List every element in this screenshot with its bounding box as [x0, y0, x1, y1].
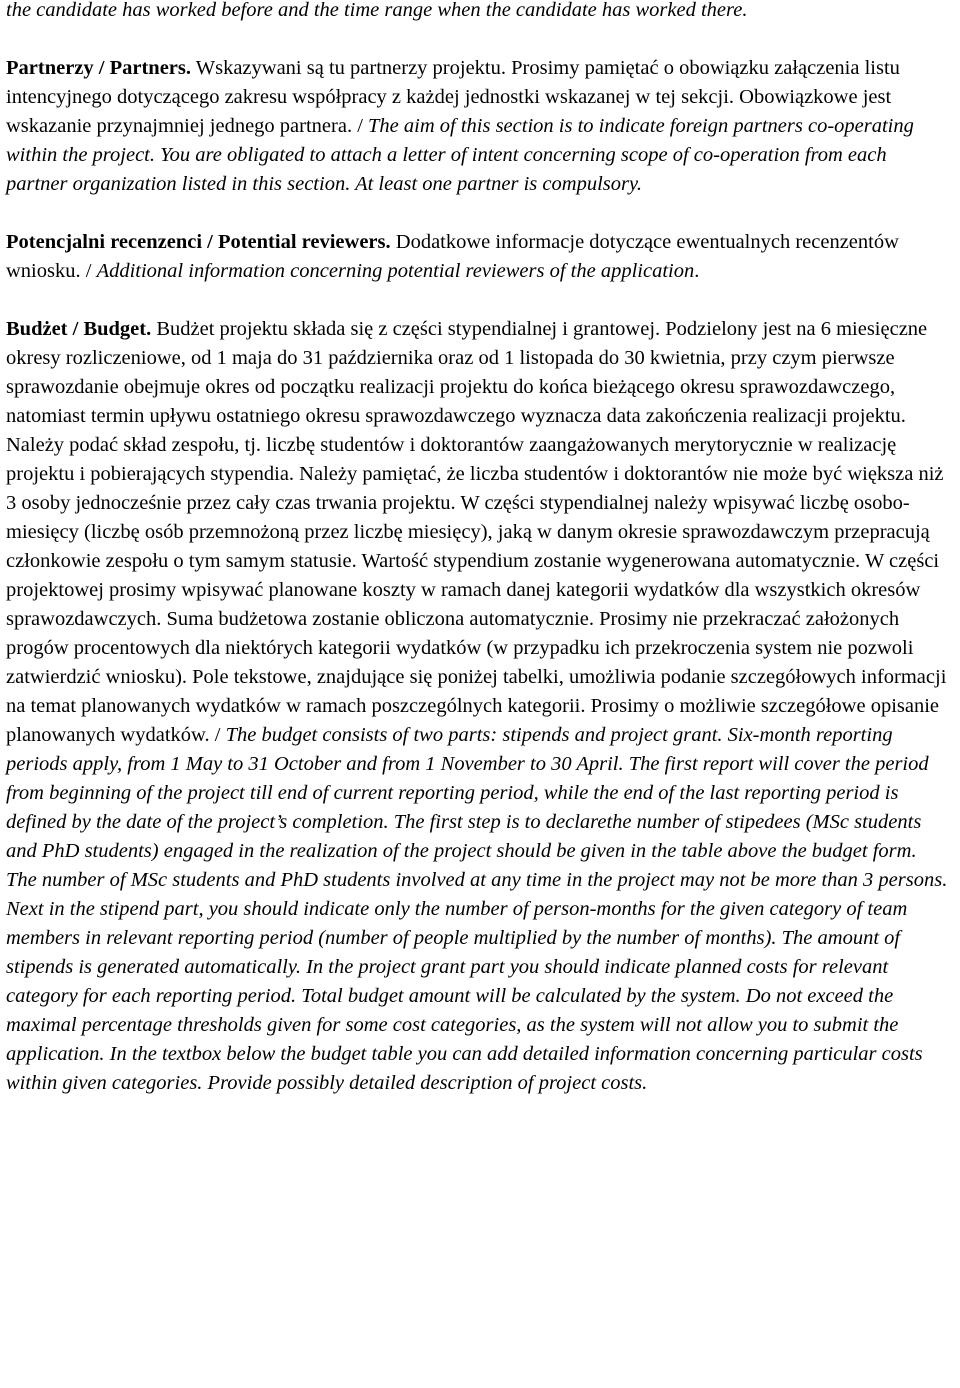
- partners-section: [6, 54, 950, 199]
- budget-heading: Budżet / Budget.: [6, 318, 152, 340]
- intro-paragraph: the candidate has worked before and the time range when the candidate has worked there.: [6, 0, 748, 21]
- reviewers-text-pl: Dodatkowe informacje dotyczące ewentualnych recenzentów wniosku. /: [6, 231, 899, 282]
- reviewers-tail: .: [694, 260, 700, 282]
- reviewers-text-en: Additional information concerning potential reviewers of the application: [96, 260, 695, 282]
- reviewers-heading: Potencjalni recenzenci / Potential reviewers.: [6, 231, 391, 253]
- budget-text-pl: Budżet projektu składa się z części stypendialnej i grantowej. Podzielony jest na 6 miesięczne okresy rozliczeniowe, od 1 maja do 31 października oraz od 1 listopada do 30 kwietnia, przy czym pierwsze sprawozdanie obejmuje okres od początku realizacji projektu do końca bieżącego okresu sprawozdawczego, natomiast termin upływu ostatniego okresu sprawozdawczego wyznacza data zakończenia realizacji projektu. Należy podać skład zespołu, tj. liczbę studentów i doktorantów zaangażowanych merytorycznie w realizację projektu i pobierających stypendia. Należy pamiętać, że liczba studentów i doktorantów nie może być większa niż 3 osoby jednocześnie przez cały czas trwania projektu. W części stypendialnej należy wpisywać liczbę osobo-miesięcy (liczbę osób przemnożoną przez liczbę miesięcy), jaką w danym okresie sprawozdawczym przepracują członkowie zespołu o tym samym statusie. Wartość stypendium zostanie wygenerowana automatycznie. W części projektowej prosimy wpisywać planowane koszty w ramach danej kategorii wydatków dla wszystkich okresów sprawozdawczych. Suma budżetowa zostanie obliczona automatycznie. Prosimy nie przekraczać założonych progów procentowych dla niektórych kategorii wydatków (w przypadku ich przekroczenia system nie pozwoli zatwierdzić wniosku). Pole tekstowe, znajdujące się poniżej tabelki, umożliwia podanie szczegółowych informacji na temat planowanych wydatków w ramach poszczególnych kategorii. Prosimy o możliwie szczegółowe opisanie planowanych wydatków. /: [6, 318, 947, 746]
- budget-section: [6, 315, 950, 1098]
- partners-heading: Partnerzy / Partners.: [6, 57, 191, 79]
- reviewers-section: [6, 228, 950, 286]
- budget-text-en: The budget consists of two parts: stipends and project grant. Six-month reporting periods apply, from 1 May to 31 October and from 1 November to 30 April. The first report will cover the period from beginning of the project till end of current reporting period, while the end of the last reporting period is defined by the date of the project’s completion. The first step is to declarethe number of stipedees (MSc students and PhD students) engaged in the realization of the project should be given in the table above the budget form. The number of MSc students and PhD students involved at any time in the project may not be more than 3 persons. Next in the stipend part, you should indicate only the number of person-months for the given category of team members in relevant reporting period (number of people multiplied by the number of months). The amount of stipends is generated automatically. In the project grant part you should indicate planned costs for relevant category for each reporting period. Total budget amount will be calculated by the system. Do not exceed the maximal percentage thresholds given for some cost categories, as the system will not allow you to submit the application. In the textbox below the budget table you can add detailed information concerning particular costs within given categories. Provide possibly detailed description of project costs.: [6, 724, 948, 1094]
- partners-text-en: The aim of this section is to indicate foreign partners co-operating within the project. You are obligated to attach a letter of intent concerning scope of co-operation from each partner organization listed in this section. At least one partner is compulsory.: [6, 115, 914, 195]
- partners-text-pl: Wskazywani są tu partnerzy projektu. Prosimy pamiętać o obowiązku załączenia listu intencyjnego dotyczącego zakresu współpracy z każdej jednostki wskazanej w tej sekcji. Obowiązkowe jest wskazanie przynajmniej jednego partnera. /: [6, 57, 900, 137]
